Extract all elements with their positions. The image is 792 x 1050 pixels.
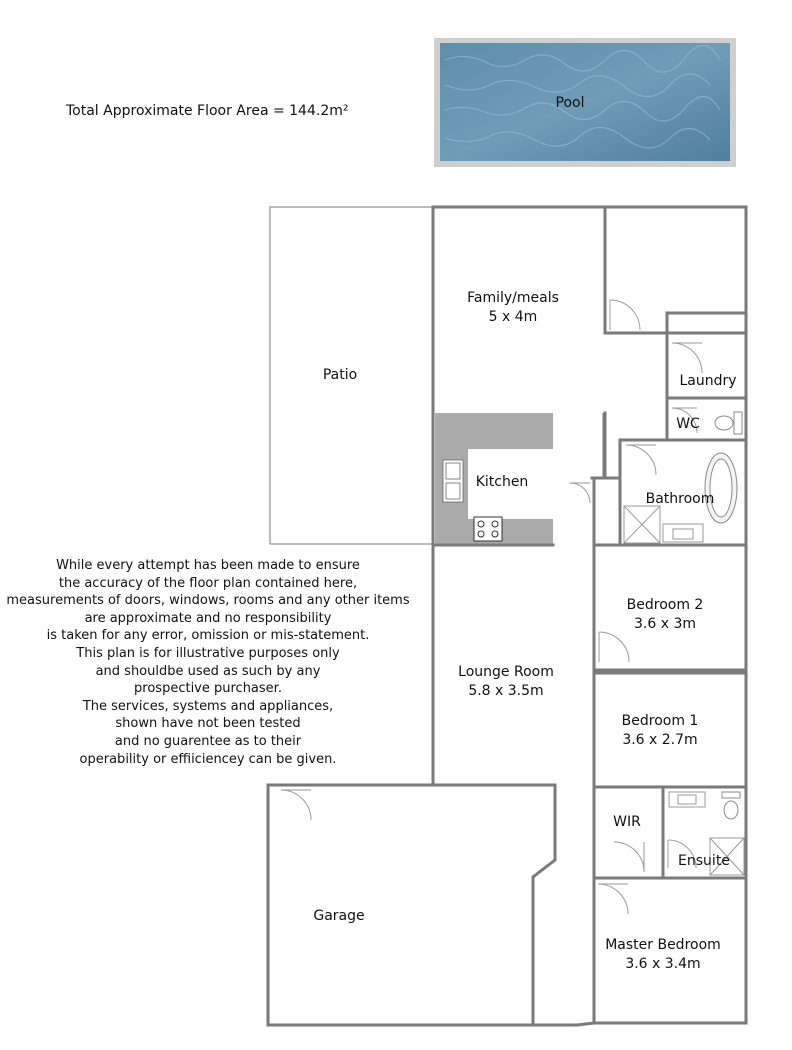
- room-label-laundry: Laundry: [679, 373, 737, 389]
- room-name: Master Bedroom: [605, 937, 721, 953]
- disclaimer-line: and shouldbe used as such by any: [95, 663, 321, 679]
- disclaimer-line: measurements of doors, windows, rooms and any other items: [6, 593, 410, 609]
- disclaimer-line: The services, systems and appliances,: [82, 698, 334, 714]
- room-label-pool: Pool: [555, 95, 585, 111]
- room-label-lounge: [436, 663, 576, 701]
- disclaimer-line: operability or effiiciencey can be given.: [79, 751, 337, 767]
- disclaimer-line: the accuracy of the floor plan contained here,: [58, 575, 358, 591]
- disclaimer-line: prospective purchaser.: [134, 681, 282, 697]
- room-label-wir: WIR: [613, 814, 641, 830]
- room-label-garage: Garage: [313, 908, 365, 924]
- sink-icon: [443, 460, 463, 502]
- room-size: 5 x 4m: [488, 309, 538, 325]
- ensuite-toilet-icon: [722, 792, 740, 819]
- room-name: Lounge Room: [458, 664, 554, 680]
- room-label-patio: Patio: [322, 367, 358, 383]
- room-name: Bedroom 1: [621, 713, 699, 729]
- room-name: Bedroom 2: [626, 597, 704, 613]
- disclaimer-line: are approximate and no responsibility: [84, 610, 332, 626]
- room-size: 3.6 x 3.4m: [625, 956, 701, 972]
- room-label-kitchen: Kitchen: [475, 474, 529, 490]
- room-name: Family/meals: [467, 290, 559, 306]
- room-size: 3.6 x 3m: [634, 616, 696, 632]
- floor-area-label: Total Approximate Floor Area = 144.2m²: [66, 103, 349, 119]
- room-size: 5.8 x 3.5m: [468, 683, 544, 699]
- disclaimer-line: is taken for any error, omission or mis-statement.: [46, 628, 370, 644]
- room-label-master: [596, 936, 730, 974]
- room-label-ensuite: Ensuite: [678, 853, 730, 869]
- room-label-bedroom2: [606, 596, 724, 634]
- room-size: 3.6 x 2.7m: [622, 732, 698, 748]
- room-label-bathroom: Bathroom: [645, 491, 715, 507]
- disclaimer-line: While every attempt has been made to ensure: [56, 558, 360, 573]
- shower-icon: [624, 506, 660, 543]
- stove-icon: [474, 517, 502, 541]
- bathtub-icon: [705, 453, 737, 523]
- disclaimer-line: and no guarentee as to their: [114, 733, 302, 749]
- disclaimer-line: This plan is for illustrative purposes only: [76, 645, 340, 661]
- room-label-wc: WC: [676, 416, 700, 432]
- toilet-icon: [715, 412, 742, 434]
- room-label-family: [443, 289, 583, 327]
- disclaimer-text: [6, 557, 410, 768]
- room-label-bedroom1: [601, 712, 719, 750]
- disclaimer-line: shown have not been tested: [115, 716, 301, 732]
- vanity-icon: [663, 524, 703, 542]
- ensuite-vanity-icon: [669, 792, 705, 807]
